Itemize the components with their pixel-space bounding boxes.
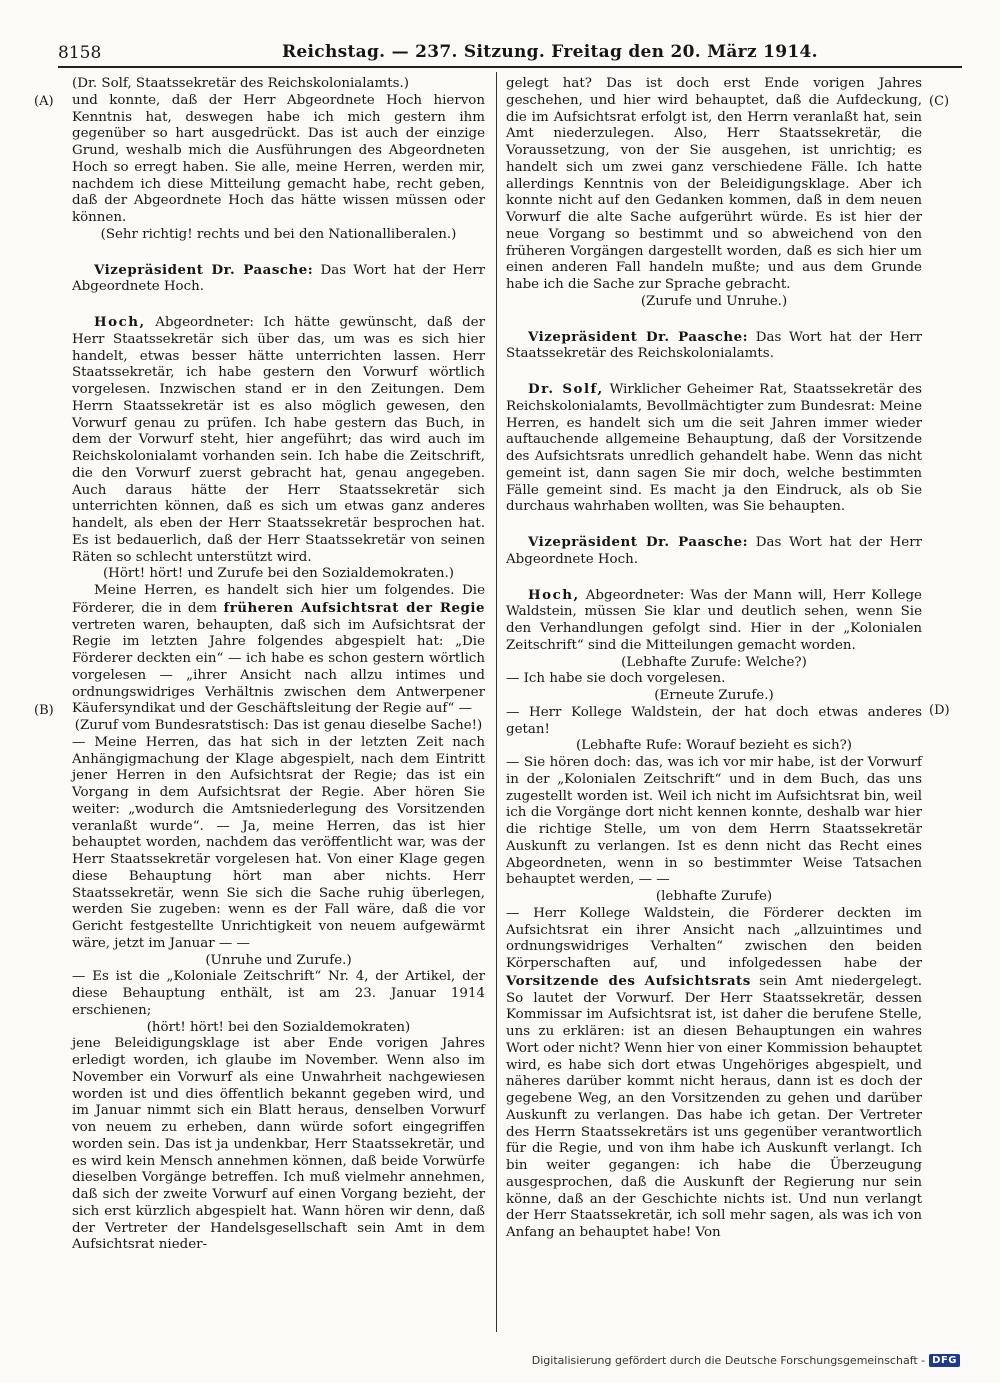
paragraph: gelegt hat? Das ist doch erst Ende vorigen Jahres geschehen, und hier wird behauptet, daß die Aufdeckung, die im Aufsichtsrat erfolgt ist, den Herrn veranlaßt hat, sein Amt niederzulegen. Also, Herr Staatssekretär, die Voraussetzung, von der Sie ausgehen, ist unrichtig; es handelt sich um zwei ganz verschiedene Fälle. Ich hatte allerdings Kenntnis von der Beleidigungsklage. Aber ich konnte nicht auf den Gedanken kommen, daß in dem neuen Vorwurf die alte Sache aufgerührt würde. Es ist hier der neue Vorgang so bestimmt und so abweichend von den früheren Vorgängen dargestellt worden, daß es sich hier um einen anderen Fall handeln mußte; und aus dem Grunde habe ich die Sache zur Sprache gebracht.	[506, 76, 922, 292]
page-header	[58, 42, 962, 68]
right-column	[506, 76, 922, 1242]
margin-marker-a: (A)	[34, 94, 54, 109]
speech-hoch	[72, 314, 485, 566]
emphasis: Vorsitzende des Aufsichtsrats	[506, 972, 751, 989]
text-run: vertreten waren, behaupten, daß sich im Aufsichtsrat der Regie im letzten Jahre folgendes abgespielt hat: „Die Förderer deckten ein“ — ich habe es schon gestern wörtlich vorgelesen — „ihrer Ansicht nach allzu intimes und ordnungswidriges Verhältnis zwischen dem Antwerpener Käufersyndikat und der Geschäftsleitung der Regie auf“ —	[72, 617, 485, 717]
interjection: (Zurufe und Unruhe.)	[640, 293, 788, 309]
speech-solf	[506, 381, 922, 516]
footer-text: Digitalisierung gefördert durch die Deutsche Forschungsgemeinschaft -	[531, 1354, 926, 1367]
paragraph: — Es ist die „Koloniale Zeitschrift“ Nr. 4, der Artikel, der diese Behauptung enthält, ist am 23. Januar 1914 erschienen;	[72, 969, 485, 1018]
text-run: sein Amt niedergelegt. So lautet der Vorwurf. Der Herr Staatssekretär, dessen Kommissar im Aufsichtsrat ist, ist daher die berufene Stelle, uns zu erklären: ist an diesen Behauptungen ein wahres Wort oder nicht? Wenn hier von einer Kommission behauptet wird, es habe sich dort etwas Ungehöriges abgespielt, und näheres darüber kommt nicht heraus, dann ist es doch der gegebene Weg, an den Vorsitzenden zu gehen und darüber Auskunft zu verlangen. Das habe ich getan. Der Vertreter des Herrn Staatssekretärs ist uns gegenüber verantwortlich für die Regie, und von ihm habe ich Auskunft verlangt. Ich bin weiter gegangen: ich habe die Überzeugung ausgesprochen, daß die Auskunft der Regierung nur sein könne, daß an der Geschichte nichts ist. Und nun verlangt der Herr Staatssekretär, ich soll mehr sagen, als was ich von Anfang an behauptet habe! Von	[506, 973, 923, 1240]
interjection: (Lebhafte Zurufe: Welche?)	[621, 654, 807, 670]
speaker-name: Hoch,	[94, 314, 146, 330]
interjection: (lebhafte Zurufe)	[655, 889, 773, 904]
continuation-header: (Dr. Solf, Staatssekretär des Reichskolonialamts.)	[72, 76, 409, 91]
paragraph	[72, 583, 485, 718]
margin-marker-c: (C)	[929, 94, 950, 109]
speech-vizepraesident	[72, 262, 485, 297]
emphasis: früheren Aufsichtsrat der Regie	[223, 599, 485, 616]
footer-credit	[532, 1354, 960, 1367]
running-title: Reichstag. — 237. Sitzung. Freitag den 20. März 1914.	[282, 42, 818, 62]
speaker-name: Hoch,	[528, 586, 580, 603]
text-run: — Herr Kollege Waldstein, die Förderer deckten im Aufsichtsrat ein ihrer Ansicht nach „allzuintimes und ordnungswidriges Verhalten“ zwischen den beiden Körperschaften auf, und infolgedessen habe der	[506, 905, 922, 971]
interjection: (hört! hört! bei den Sozialdemokraten)	[146, 1019, 411, 1035]
speaker-name: Dr. Solf,	[528, 381, 604, 397]
speech-text: Abgeordneter: Was der Mann will, Herr Kollege Waldstein, müssen Sie klar und deutlich sehen, wenn Sie den Verhandlungen gefolgt sind. Hier in der „Kolonialen Zeitschrift“ sind die Mitteilungen gemacht worden.	[506, 587, 922, 653]
speaker-name: Vizepräsident Dr. Paasche:	[528, 328, 749, 345]
paragraph: — Ich habe sie doch vorgelesen.	[506, 671, 726, 687]
paragraph: jene Beleidigungsklage ist aber Ende vorigen Jahres erledigt worden, ich glaube im November. Wenn also im November ein Vorwurf als eine Unwahrheit nachgewiesen worden ist und dies öffentlich bekannt gegeben wird, und im Januar nimmt sich ein Blatt heraus, denselben Vorwurf von neuem zu erheben, dann würde sofort eingegriffen worden sein. Das ist ja undenkbar, Herr Staatssekretär, und es wird kein Mensch annehmen können, daß beide Vorwürfe dieselben Vorgänge betreffen. Ich muß vielmehr annehmen, daß sich der zweite Vorwurf auf einen Vorgang bezieht, der sich erst kürzlich abgespielt hat. Wann hören wir denn, daß der Vertreter der Handelsgesellschaft sein Amt in dem Aufsichtsrat nieder-	[72, 1036, 485, 1253]
interjection: (Unruhe und Zurufe.)	[205, 952, 352, 968]
speech-text: Wirklicher Geheimer Rat, Staatssekretär des Reichskolonialamts, Bevollmächtigter zum Bundesrat: Meine Herren, es handelt sich um die seit Jahren immer wieder auftauchende allgemeine Behauptung, daß der Vorsitzende des Aufsichtsrats unredlich gehandelt habe. Wenn das nicht gemeint ist, dann sagen Sie mir doch, welche bestimmten Fälle gemeint sind. Es macht ja den Eindruck, als ob Sie durchaus wahrhaben wollten, was Sie behaupten.	[506, 382, 922, 515]
text-run: Meine Herren, es handelt sich hier um folgendes. Die Förderer, die in dem	[72, 583, 485, 616]
speech-text: Das Wort hat der Herr Abgeordnete Hoch.	[506, 535, 923, 567]
paragraph: — Sie hören doch: das, was ich vor mir habe, ist der Vorwurf in der „Kolonialen Zeitschrift“ und in dem Buch, das uns zugestellt worden ist. Weil ich nicht im Aufsichtsrat bin, weil ich die Vorgänge dort nicht kennen konnte, deshalb war hier die richtige Stelle, um von dem Herrn Staatssekretär Auskunft zu verlangen. Ist es denn nicht das Recht eines Abgeordneten, wenn in so bestimmter Weise Tatsachen behauptet werden, — —	[506, 755, 922, 888]
speech-vizepraesident	[506, 534, 922, 569]
margin-marker-b: (B)	[34, 703, 54, 718]
speaker-name: Vizepräsident Dr. Paasche:	[94, 261, 314, 278]
interjection: (Hört! hört! und Zurufe bei den Sozialdemokraten.)	[102, 566, 455, 582]
paragraph: — Herr Kollege Waldstein, der hat doch etwas anderes getan!	[506, 704, 922, 737]
speech-vizepraesident	[506, 329, 922, 364]
interjection: (Erneute Zurufe.)	[654, 688, 774, 703]
column-divider	[496, 72, 497, 1332]
paragraph: und konnte, daß der Herr Abgeordnete Hoch hiervon Kenntnis hat, deswegen habe ich mich gestern ihm gegenüber so hart ausgedrückt. Das ist auch der einzige Grund, weshalb mich die Ausführungen des Abgeordneten Hoch so erregt haben. Sie alle, meine Herren, werden mir, nachdem ich diese Mitteilung gemacht habe, recht geben, daß der Abgeordnete Hoch das hätte wissen müssen oder können.	[72, 92, 485, 225]
dfg-logo: DFG	[929, 1354, 960, 1367]
paragraph: — Meine Herren, das hat sich in der letzten Zeit nach Anhängigmachung der Klage abgespielt, nach dem Eintritt jener Herren in den Aufsichtsrat der Regie; das ist ein Vorgang in dem Aufsichtsrat der Regie. Aber hören Sie weiter: „wodurch die Amtsniederlegung des Vorsitzenden veranlaßt wurde“. — Ja, meine Herren, das ist hier behauptet worden, nachdem das veröffentlicht war, was der Herr Staatssekretär vorgelesen hat. Von einer Klage gegen diese Behauptung hört man aber nichts. Herr Staatssekretär, wenn Sie sich die Sache ruhig überlegen, werden Sie zugeben: wenn es der Fall wäre, daß die vor Gericht festgestellte Unrichtigkeit von neuem aufgewärmt wäre, jetzt im Januar — —	[72, 734, 485, 951]
page-number: 8158	[58, 43, 102, 63]
speech-hoch	[506, 587, 922, 655]
margin-marker-d: (D)	[929, 703, 950, 718]
speech-text: Das Wort hat der Herr Abgeordnete Hoch.	[72, 262, 486, 295]
paragraph	[506, 906, 922, 1242]
interjection: (Zuruf vom Bundesratstisch: Das ist genau dieselbe Sache!)	[74, 718, 483, 733]
interjection: (Lebhafte Rufe: Worauf bezieht es sich?)	[576, 738, 852, 754]
interjection: (Sehr richtig! rechts und bei den Nationalliberalen.)	[100, 226, 457, 242]
speaker-name: Vizepräsident Dr. Paasche:	[528, 534, 749, 550]
left-column	[72, 76, 485, 1254]
speech-text: Das Wort hat der Herr Staatssekretär des Reichskolonialamts.	[506, 329, 923, 362]
speech-text: Abgeordneter: Ich hätte gewünscht, daß der Herr Staatssekretär sich über das, um was es sich hier handelt, etwas besser hätte unterrichten lassen. Herr Staatssekretär, ich habe gestern den Vorwurf wörtlich vorgelesen. Inzwischen stand er in den Zeitungen. Dem Herrn Staatssekretär ist es also möglich gewesen, den Vorwurf genau zu prüfen. Ich habe gestern das Buch, in dem der Vorwurf steht, hier angeführt; das wird auch im Reichskolonialamt vorhanden sein. Ich habe die Zeitschrift, die den Vorwurf zuerst gebracht hat, genau angegeben. Auch daraus hätte der Herr Staatssekretär sich unterrichten können, daß es sich um etwas ganz anderes handelt, als eben der Herr Staatssekretär besprochen hat. Es ist bedauerlich, daß der Herr Staatssekretär von seinen Räten so schlecht unterstützt wird.	[72, 315, 485, 565]
